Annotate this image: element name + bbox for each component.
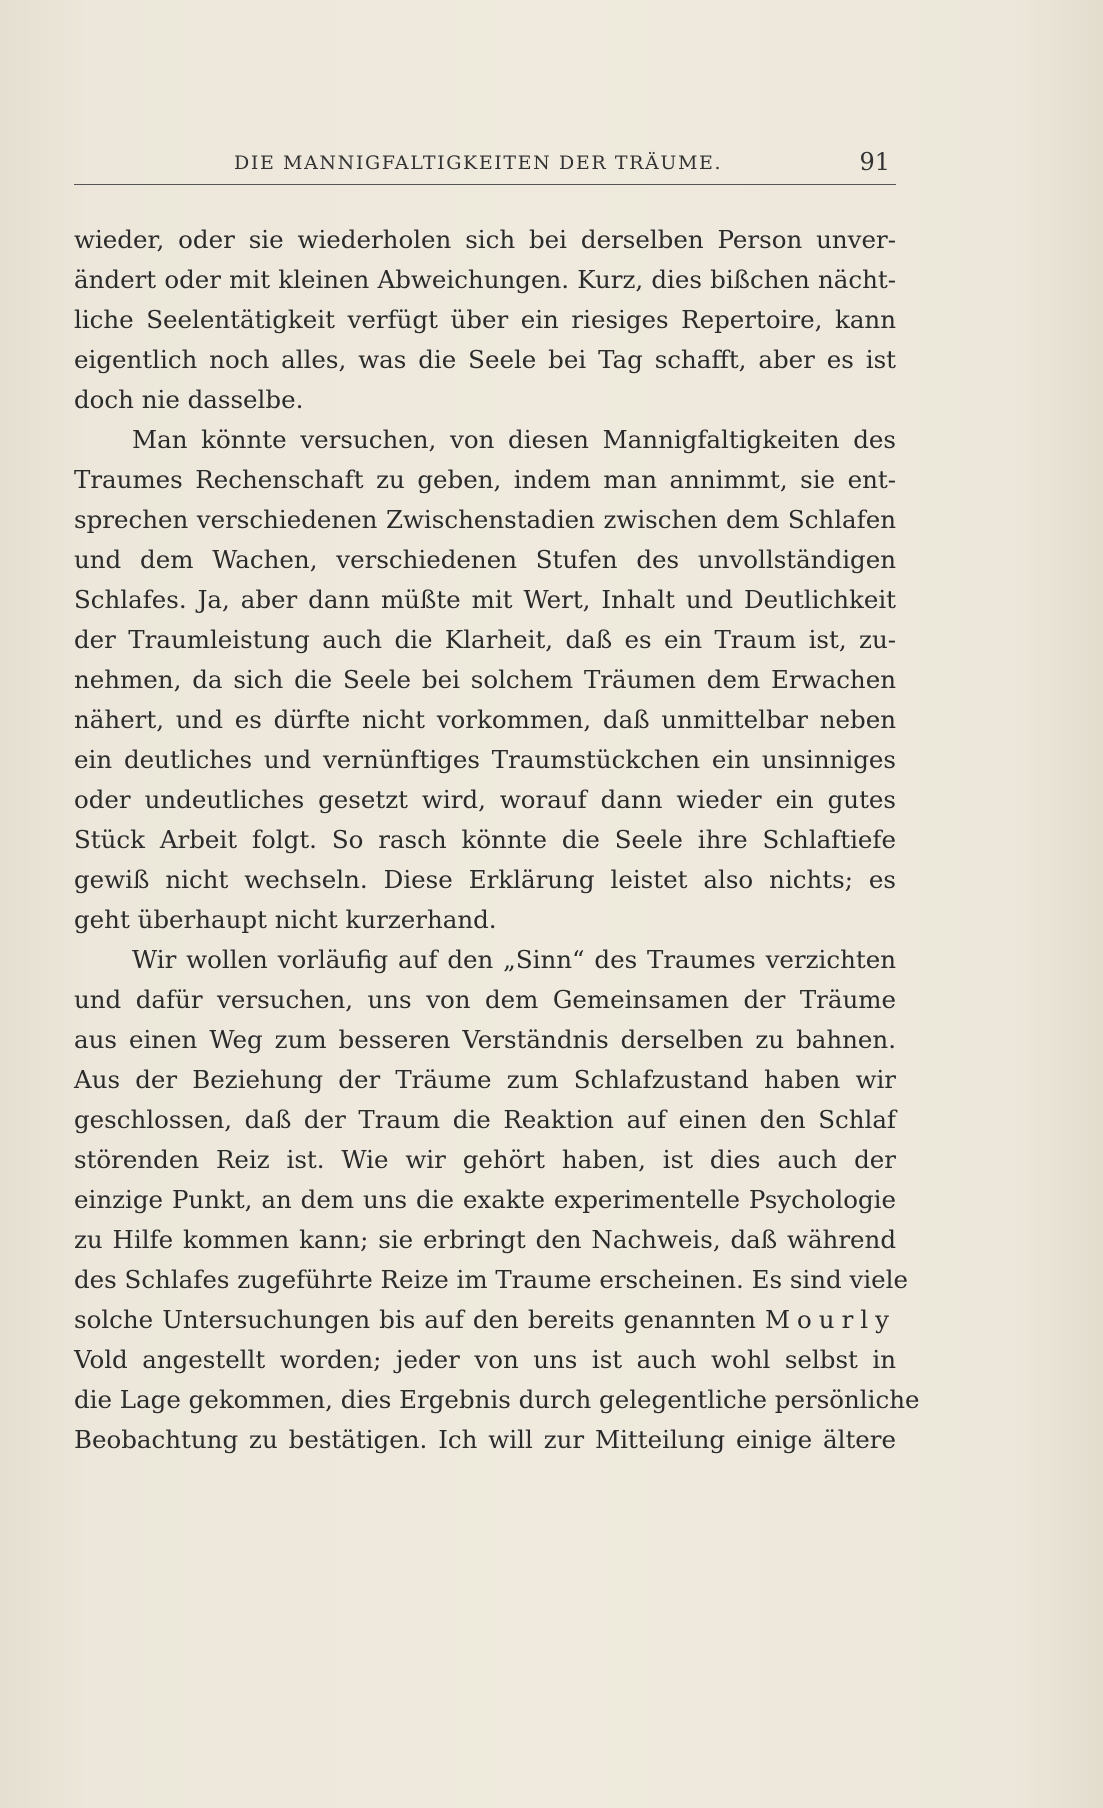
text-line: nehmen, da sich die Seele bei solchem Träumen dem Erwachen [74,665,896,694]
text-line: Man könnte versuchen, von diesen Mannigfaltigkeiten des [132,425,896,454]
text-line-start: solche Untersuchungen bis auf den bereits genannten [74,1305,756,1334]
text-line: oder undeutliches gesetzt wird, worauf dann wieder ein gutes [74,785,896,814]
text-line: gewiß nicht wechseln. Diese Erklärung leistet also nichts; es [74,865,896,894]
text-line: ändert oder mit kleinen Abweichungen. Kurz, dies bißchen nächt- [74,265,896,294]
spaced-name-mourly: Mourly [764,1305,896,1334]
text-line: Aus der Beziehung der Träume zum Schlafzustand haben wir [74,1065,896,1094]
text-line: aus einen Weg zum besseren Verständnis derselben zu bahnen. [74,1025,896,1054]
text-line: liche Seelentätigkeit verfügt über ein riesiges Repertoire, kann [74,305,896,334]
page-header [74,148,896,182]
body-text [74,220,920,1460]
text-line: Traumes Rechenschaft zu geben, indem man annimmt, sie ent- [74,465,896,494]
text-line: störenden Reiz ist. Wie wir gehört haben, ist dies auch der [74,1145,896,1174]
header-rule [74,184,896,185]
text-line: sprechen verschiedenen Zwischenstadien zwischen dem Schlafen [74,505,896,534]
text-line: geht überhaupt nicht kurzerhand. [74,905,497,934]
text-line: der Traumleistung auch die Klarheit, daß es ein Traum ist, zu- [74,625,896,654]
text-line: und dem Wachen, verschiedenen Stufen des unvollständigen [74,545,896,574]
text-line: die Lage gekommen, dies Ergebnis durch gelegentliche persönliche [74,1385,920,1414]
text-line: und dafür versuchen, uns von dem Gemeinsamen der Träume [74,985,896,1014]
text-line: einzige Punkt, an dem uns die exakte experimentelle Psychologie [74,1185,896,1214]
text-line: Wir wollen vorläufig auf den „Sinn“ des Traumes verzichten [132,945,896,974]
text-line: geschlossen, daß der Traum die Reaktion auf einen den Schlaf [74,1105,896,1134]
page-number: 91 [859,148,890,176]
text-line-with-name [74,1300,896,1340]
text-line: ein deutliches und vernünftiges Traumstückchen ein unsinniges [74,745,896,774]
text-line: zu Hilfe kommen kann; sie erbringt den Nachweis, daß während [74,1225,896,1254]
text-line: des Schlafes zugeführte Reize im Traume erscheinen. Es sind viele [74,1265,908,1294]
text-line: Vold angestellt worden; jeder von uns ist auch wohl selbst in [74,1345,896,1374]
text-line: eigentlich noch alles, was die Seele bei Tag schafft, aber es ist [74,345,896,374]
text-line: doch nie dasselbe. [74,385,304,414]
text-line: nähert, und es dürfte nicht vorkommen, daß unmittelbar neben [74,705,896,734]
text-line: wieder, oder sie wiederholen sich bei derselben Person unver- [74,225,896,254]
text-line: Schlafes. Ja, aber dann müßte mit Wert, Inhalt und Deutlichkeit [74,585,896,614]
running-title: DIE MANNIGFALTIGKEITEN DER TRÄUME. [234,152,723,174]
text-line: Beobachtung zu bestätigen. Ich will zur Mitteilung einige ältere [74,1425,896,1454]
text-line: Stück Arbeit folgt. So rasch könnte die Seele ihre Schlaftiefe [74,825,896,854]
